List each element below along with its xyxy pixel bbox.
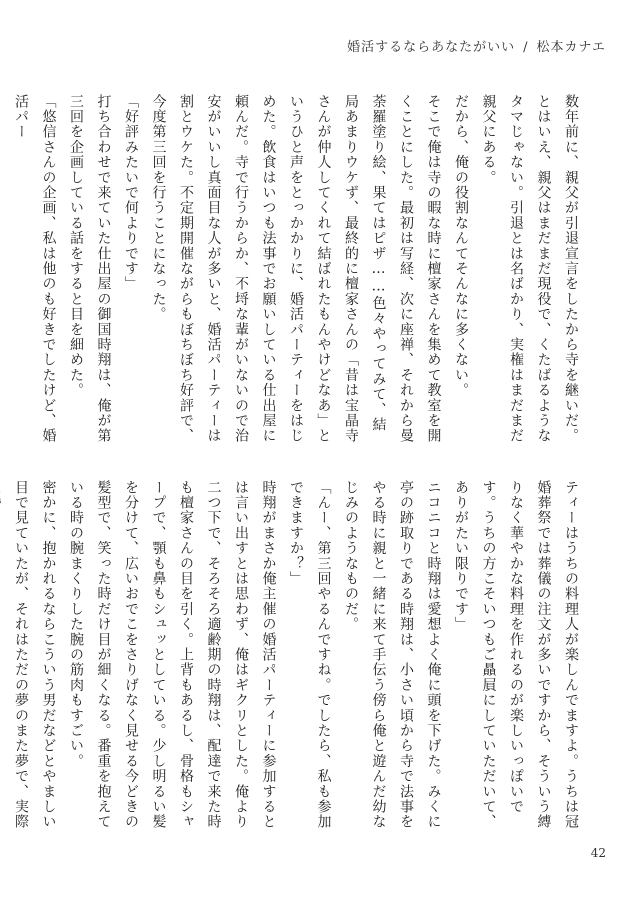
author-name: 松本カナエ — [536, 40, 606, 55]
upper-text-block — [13, 94, 584, 444]
paragraph: 「好評みたいで何よりです」 — [123, 94, 139, 292]
paragraph: とはいえ、親父はまだまだ現役で、くたばるようなタマじゃない。引退とは名ばかり、実権はまだまだ親父にある。 — [480, 94, 552, 444]
lower-text-block — [13, 480, 584, 830]
header-separator: / — [523, 40, 529, 55]
paragraph: そこで俺は寺の暇な時に檀家さんを集めて教室を開くことにした。最初は写経、次に座禅、それから曼荼羅塗り絵、果てはピザ……色々やってみて、結局あまりウケず、最終的に檀家さんの「昔は宝晶寺さんが仲人してくれて結ばれたもんやけどなあ」というひと声をとっかかりに、婚活パーティーをはじめた。飲食はいつも法事でお願いしている仕出屋に頼んだ。寺で行うからか、不埒な輩がいないので治安がいいし真面目な人が多いと、婚活パーティーは割とウケた。不定期開催ながらもぼちぼち好評で、今度第三回を行うことになった。 — [150, 94, 442, 444]
paragraph: 密かに、抱かれるならこういう男だなどとやましい目で見ていたが、それはただの夢のまた夢で、実際 — [13, 480, 57, 830]
paragraph: だから、俺の役割なんてそんなに多くない。 — [453, 94, 469, 398]
page-number: 42 — [590, 846, 606, 860]
paragraph: 数年前に、親父が引退宣言をしたから寺を継いだ。 — [563, 94, 579, 444]
paragraph: ティーはうちの料理人が楽しんでますよ。うちは冠婚葬祭では葬儀の注文が多いですから、そういう縛りなく華やかな料理を作れるのが楽しいっぽいです。うちの方こそいつもご贔屓にしていただいて、ありがたい限りです」 — [453, 480, 579, 830]
running-header — [347, 36, 606, 55]
book-title: 婚活するならあなたがいい — [347, 40, 516, 55]
paragraph: ニコニコと時翔は愛想よく俺に頭を下げた。みくに亭の跡取りである時翔は、小さい頃から寺で法事をやる時に親と一緒に来て手伝う傍ら俺と遊んだ幼なじみのようなものだ。 — [343, 480, 442, 830]
paragraph: 打ち合わせで来ていた仕出屋の御国時翔は、俺が第三回を企画している話をすると目を細めた。 — [68, 94, 112, 444]
paragraph: 時翔がまさか俺主催の婚活パーティーに参加するとは言い出すとは思わず、俺はギクリとした。俺より二つ下で、そろそろ適齢期の時翔は、配達で来た時も檀家さんの目を引く。上背もあるし、骨格もシャープで、顎も鼻もシュッとしている。少し明るい髪を分けて、広いおでこをさりげなく見せる今どきの髪型で、笑った時だけ目が細くなる。番重を抱えている時の腕まくりした腕の筋肉もすごい。 — [68, 480, 277, 830]
paragraph: 「んー、第三回やるんですね。でしたら、私も参加できますか？」 — [288, 480, 332, 830]
paragraph: 「悠信さんの企画、私は他のも好きでしたけど、婚活パー — [13, 94, 57, 444]
